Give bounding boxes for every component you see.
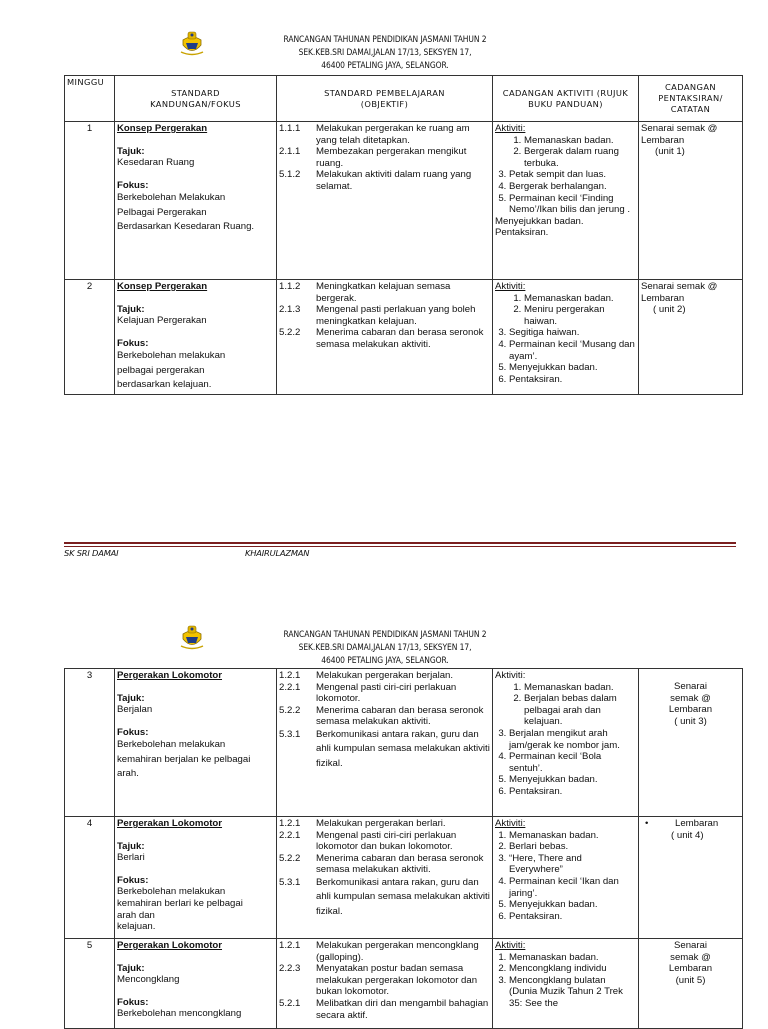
objektif-item — [279, 940, 490, 963]
col-pentaksiran-line2: PENTAKSIRAN/ — [658, 93, 723, 103]
objektif-item — [279, 998, 490, 1021]
tajuk-label: Tajuk: — [117, 962, 145, 974]
fokus-line: kelajuan. — [117, 921, 156, 933]
objektif-code: 5.1.2 — [279, 169, 301, 181]
aktiviti-cell — [493, 817, 639, 939]
objektif-cell — [277, 122, 493, 280]
objektif-text: Melakukan pergerakan ke ruang am yang telah ditetapkan. — [316, 123, 470, 146]
objektif-item — [279, 281, 490, 304]
objektif-text: Meningkatkan kelajuan semasa bergerak. — [316, 281, 451, 304]
fokus-line: arah dan — [117, 909, 155, 921]
objektif-code: 2.1.3 — [279, 304, 301, 316]
fokus-label: Fokus: — [117, 726, 149, 738]
footer-rule-thick — [64, 542, 736, 544]
aktiviti-list — [495, 682, 636, 728]
table-row-week-3 — [65, 669, 743, 817]
footer-school: SK SRI DAMAI — [64, 548, 119, 558]
page-2 — [0, 580, 768, 1024]
standard-kandungan-cell — [115, 280, 277, 395]
objektif-text: Berkomunikasi antara rakan, guru dan ahli kumpulan semasa melakukan aktiviti fizikal. — [316, 876, 490, 917]
tajuk-label: Tajuk: — [117, 303, 145, 315]
objektif-text: Menerima cabaran dan berasa seronok semasa melakukan aktiviti. — [316, 704, 484, 728]
standard-kandungan-cell — [115, 939, 277, 1029]
tajuk-label: Tajuk: — [117, 145, 145, 157]
col-standard-kandungan — [115, 76, 277, 122]
objektif-text: Menerima cabaran dan berasa seronok semasa melakukan aktiviti. — [316, 327, 484, 350]
standard-kandungan-cell — [115, 122, 277, 280]
week-number: 2 — [65, 280, 115, 395]
list-item: 3. Mencongklang bulatan (Dunia Muzik Tahun 2 Trek 35: See the — [509, 975, 636, 1010]
objektif-code: 5.2.1 — [279, 997, 301, 1009]
aktiviti-label: Aktiviti: — [495, 818, 526, 829]
objektif-item — [279, 818, 490, 830]
fokus-line: kemahiran berjalan ke pelbagai — [117, 753, 251, 765]
footer-rule-thin — [64, 546, 736, 547]
fokus-line: berdasarkan kelajuan. — [117, 379, 212, 391]
list-item: 1. Memanaskan badan. — [509, 952, 636, 964]
table-row-week-5 — [65, 939, 743, 1029]
objektif-code: 5.2.2 — [279, 852, 301, 864]
fokus-line: Berdasarkan Kesedaran Ruang. — [117, 221, 255, 233]
fokus-line: Berkebolehan melakukan — [117, 350, 226, 362]
week-number: 4 — [65, 817, 115, 939]
fokus-label: Fokus: — [117, 179, 149, 191]
list-item: 2. Berjalan bebas dalam pelbagai arah dan kelajuan. — [524, 693, 636, 728]
objektif-item — [279, 327, 490, 350]
pentaksiran-line: Lembaran — [668, 963, 713, 975]
pentaksiran-cell — [639, 939, 743, 1029]
objektif-item — [279, 123, 490, 146]
col-standard-line2: KANDUNGAN/FOKUS — [150, 98, 241, 109]
col-aktiviti-line2: BUKU PANDUAN) — [528, 98, 603, 109]
list-item: 6. Pentaksiran. — [509, 374, 636, 386]
objektif-item — [279, 705, 490, 728]
fokus-line: arah. — [117, 768, 139, 780]
objektif-text: Melakukan pergerakan berjalan. — [316, 670, 454, 681]
aktiviti-list — [495, 169, 636, 215]
objektif-item — [279, 830, 490, 853]
objektif-code: 5.2.2 — [279, 704, 301, 716]
week-number: 3 — [65, 669, 115, 817]
objektif-text: Mengenal pasti ciri-ciri perlakuan lokomotor. — [316, 681, 457, 705]
pentaksiran-line: Senarai — [673, 681, 708, 692]
list-item: 1. Memanaskan badan. — [524, 135, 636, 147]
fokus-label: Fokus: — [117, 874, 149, 886]
fokus-line: Berkebolehan melakukan — [117, 886, 226, 898]
list-item: 2. Mencongklang individu — [509, 963, 636, 975]
objektif-cell — [277, 817, 493, 939]
col-minggu: MINGGU — [65, 76, 115, 122]
aktiviti-list — [495, 952, 636, 1010]
objektif-text: Mengenal pasti perlakuan yang boleh meningkatkan kelajuan. — [316, 304, 476, 327]
objektif-cell — [277, 939, 493, 1029]
bullet-icon: • — [645, 818, 649, 829]
fokus-label: Fokus: — [117, 996, 149, 1008]
aktiviti-list — [495, 135, 636, 170]
objektif-text: Melakukan aktiviti dalam ruang yang selamat. — [316, 169, 472, 192]
col-pentaksiran-line1: CADANGAN — [664, 82, 717, 92]
pentaksiran-line: semak @ — [670, 692, 711, 704]
objektif-code: 2.2.1 — [279, 829, 301, 841]
objektif-code: 1.2.1 — [279, 670, 301, 681]
objektif-item — [279, 682, 490, 705]
pentaksiran-line: semak @ — [670, 951, 711, 963]
fokus-line: Berkebolehan melakukan — [117, 739, 226, 751]
objektif-text: Menerima cabaran dan berasa seronok semasa melakukan aktiviti. — [316, 852, 484, 876]
col-standard-line1: STANDARD — [171, 87, 220, 98]
fokus-label: Fokus: — [117, 337, 149, 349]
list-item: 4. Permainan kecil ‘Musang dan ayam’. — [509, 339, 636, 362]
pentaksiran-cell — [639, 669, 743, 817]
footer-rule — [64, 542, 736, 547]
week-number: 1 — [65, 122, 115, 280]
col-pembelajaran-line2: (OBJEKTIF) — [360, 98, 409, 109]
plan-table-1 — [64, 75, 743, 395]
table-header-row — [65, 76, 743, 122]
list-item: 1. Memanaskan badan. — [509, 830, 636, 842]
pentaksiran-cell — [639, 280, 743, 395]
objektif-text: Berkomunikasi antara rakan, guru dan ahli kumpulan semasa melakukan aktiviti fizikal. — [316, 728, 490, 769]
list-item: 4. Permainan kecil ‘Bola sentuh’. — [509, 751, 636, 774]
list-item: 4. Bergerak berhalangan. — [509, 181, 636, 193]
pentaksiran-line: Senarai — [673, 940, 708, 951]
fokus-line: pelbagai pergerakan — [117, 364, 205, 376]
aktiviti-cell — [493, 939, 639, 1029]
pentaksiran-line: ( unit 4) — [671, 829, 704, 841]
list-item: 5. Menyejukkan badan. — [509, 774, 636, 786]
list-item: 5. Menyejukkan badan. — [509, 362, 636, 374]
col-pembelajaran-line1: STANDARD PEMBELAJARAN — [324, 87, 445, 98]
objektif-text: Melakukan pergerakan mencongklang (galloping). — [316, 940, 479, 963]
aktiviti-list — [495, 327, 636, 385]
objektif-text: Menyatakan postur badan semasa melakukan pergerakan lokomotor dan bukan lokomotor. — [316, 963, 478, 998]
pentaksiran-cell — [639, 122, 743, 280]
table-row-week-2 — [65, 280, 743, 395]
pentaksiran-bullet-item — [641, 818, 740, 830]
objektif-code: 1.1.1 — [279, 123, 301, 134]
objektif-text: Melibatkan diri dan mengambil bahagian secara aktif. — [316, 997, 489, 1021]
objektif-item — [279, 670, 490, 682]
objektif-item — [279, 146, 490, 169]
list-item: 1. Memanaskan badan. — [524, 682, 636, 694]
objektif-code: 5.3.1 — [279, 876, 301, 888]
konsep-title: Konsep Pergerakan — [117, 281, 208, 292]
konsep-title: Konsep Pergerakan — [117, 123, 208, 134]
aktiviti-label: Aktiviti: — [495, 123, 526, 134]
col-cadangan-aktiviti — [493, 76, 639, 122]
objektif-code: 1.2.1 — [279, 940, 301, 951]
list-item: 3. “Here, There and Everywhere” — [509, 853, 636, 876]
pentaksiran-line: Senarai semak @ — [641, 281, 718, 292]
objektif-code: 2.2.1 — [279, 681, 301, 693]
standard-kandungan-cell — [115, 669, 277, 817]
header-title: RANCANGAN TAHUNAN PENDIDIKAN JASMANI TAHUN 2 — [283, 35, 487, 45]
konsep-title: Pergerakan Lokomotor — [117, 818, 223, 829]
tajuk-value: Kesedaran Ruang — [117, 157, 195, 169]
list-item: 5. Menyejukkan badan. — [509, 899, 636, 911]
objektif-text: Membezakan pergerakan mengikut ruang. — [316, 146, 467, 169]
pentaksiran-line: ( unit 2) — [653, 304, 686, 316]
objektif-text: Mengenal pasti ciri-ciri perlakuan lokomotor dan bukan lokomotor. — [316, 829, 457, 853]
aktiviti-cell — [493, 669, 639, 817]
objektif-item — [279, 963, 490, 998]
standard-kandungan-cell — [115, 817, 277, 939]
aktiviti-label: Aktiviti: — [495, 281, 526, 292]
aktiviti-label: Aktiviti: — [495, 670, 526, 681]
school-crest-icon — [180, 28, 204, 56]
plan-header — [222, 34, 548, 73]
header-title: RANCANGAN TAHUNAN PENDIDIKAN JASMANI TAHUN 2 — [283, 630, 487, 640]
col-standard-pembelajaran — [277, 76, 493, 122]
objektif-item — [279, 304, 490, 327]
objektif-code: 2.1.1 — [279, 146, 301, 158]
fokus-line: kemahiran berlari ke pelbagai — [117, 897, 243, 909]
col-aktiviti-line1: CADANGAN AKTIVITI (RUJUK — [502, 87, 629, 98]
aktiviti-list — [495, 728, 636, 798]
aktiviti-cell — [493, 280, 639, 395]
list-item: 6. Pentaksiran. — [509, 786, 636, 798]
table-row-week-4 — [65, 817, 743, 939]
tajuk-value: Mencongklang — [117, 974, 180, 986]
list-item: 2. Bergerak dalam ruang terbuka. — [524, 146, 636, 169]
objektif-item — [279, 876, 490, 920]
aktiviti-end-line: Menyejukkan badan. — [495, 215, 584, 227]
plan-header — [222, 629, 548, 668]
objektif-item — [279, 728, 490, 772]
list-item: 3. Segitiga haiwan. — [509, 327, 636, 339]
header-address: 46400 PETALING JAYA, SELANGOR. — [321, 61, 449, 71]
tajuk-value: Berlari — [117, 852, 145, 864]
footer-teacher: KHAIRULAZMAN — [245, 548, 310, 558]
tajuk-value: Kelajuan Pergerakan — [117, 315, 207, 327]
school-crest-icon — [180, 622, 204, 650]
objektif-code: 5.3.1 — [279, 728, 301, 740]
col-pentaksiran-line3: CATATAN — [670, 104, 711, 114]
list-item: 3. Berjalan mengikut arah jam/gerak ke nombor jam. — [509, 728, 636, 751]
aktiviti-label: Aktiviti: — [495, 940, 526, 951]
aktiviti-end-line: Pentaksiran. — [495, 227, 549, 239]
list-item: 6. Pentaksiran. — [509, 911, 636, 923]
pentaksiran-line: (unit 1) — [655, 146, 685, 158]
fokus-line: Pelbagai Pergerakan — [117, 206, 207, 218]
pentaksiran-line: Lembaran — [675, 818, 719, 829]
objektif-code: 2.2.3 — [279, 963, 301, 975]
objektif-code: 1.1.2 — [279, 281, 301, 292]
header-school: SEK.KEB.SRI DAMAI,JALAN 17/13, SEKSYEN 17, — [298, 48, 472, 58]
objektif-cell — [277, 280, 493, 395]
tajuk-value: Berjalan — [117, 704, 153, 716]
objektif-code: 1.2.1 — [279, 818, 301, 829]
objektif-code: 5.2.2 — [279, 327, 301, 339]
aktiviti-cell — [493, 122, 639, 280]
objektif-text: Melakukan pergerakan berlari. — [316, 818, 446, 829]
pentaksiran-line: (unit 5) — [675, 974, 706, 986]
objektif-cell — [277, 669, 493, 817]
header-school: SEK.KEB.SRI DAMAI,JALAN 17/13, SEKSYEN 17, — [298, 643, 472, 653]
objektif-item — [279, 853, 490, 876]
pentaksiran-line: Lembaran — [641, 134, 685, 146]
konsep-title: Pergerakan Lokomotor — [117, 670, 223, 681]
header-address: 46400 PETALING JAYA, SELANGOR. — [321, 656, 449, 666]
konsep-title: Pergerakan Lokomotor — [117, 940, 223, 951]
table-row-week-1 — [65, 122, 743, 280]
list-item: 4. Permainan kecil ‘Ikan dan jaring’. — [509, 876, 636, 899]
aktiviti-list — [495, 830, 636, 923]
list-item: 2. Berlari bebas. — [509, 841, 636, 853]
tajuk-label: Tajuk: — [117, 692, 145, 704]
tajuk-label: Tajuk: — [117, 840, 145, 852]
aktiviti-list — [495, 293, 636, 328]
pentaksiran-line: Senarai semak @ — [641, 123, 718, 134]
plan-table-2 — [64, 668, 743, 1029]
list-item: 3. Petak sempit dan luas. — [509, 169, 636, 181]
list-item: 5. Permainan kecil ‘Finding Nemo’/Ikan bilis dan jerung . — [509, 193, 636, 216]
pentaksiran-line: Lembaran — [641, 292, 685, 304]
pentaksiran-line: Lembaran — [668, 704, 713, 716]
pentaksiran-line: ( unit 3) — [674, 715, 707, 727]
objektif-item — [279, 169, 490, 192]
list-item: 2. Meniru pergerakan haiwan. — [524, 304, 636, 327]
fokus-line: Berkebolehan mencongklang — [117, 1008, 242, 1020]
col-cadangan-pentaksiran — [639, 76, 743, 122]
pentaksiran-cell — [639, 817, 743, 939]
fokus-line: Berkebolehan Melakukan — [117, 192, 226, 204]
week-number: 5 — [65, 939, 115, 1029]
list-item: 1. Memanaskan badan. — [524, 293, 636, 305]
